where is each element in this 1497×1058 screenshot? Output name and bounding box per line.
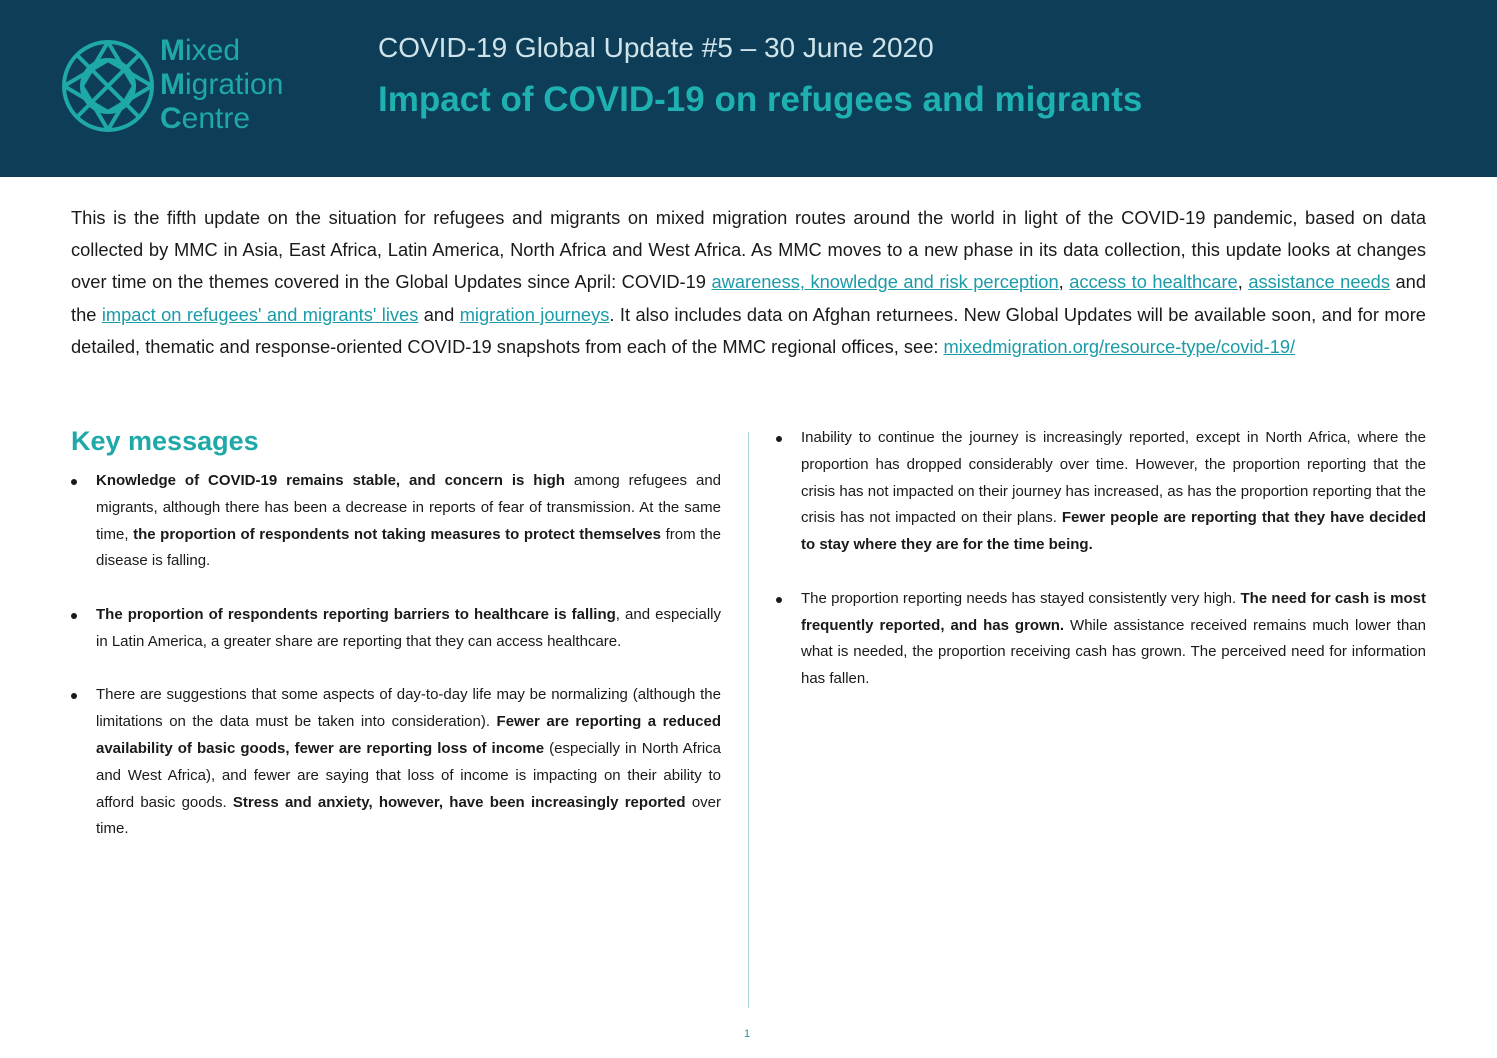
- logo-line-1: Mixed: [160, 34, 241, 67]
- globe-network-logo-icon: [58, 36, 158, 136]
- key-messages-left-column: [71, 468, 721, 870]
- link-migration-journeys[interactable]: migration journeys: [459, 303, 610, 325]
- logo-line-2: Migration: [160, 68, 284, 101]
- key-messages-heading: Key messages: [71, 426, 259, 456]
- bullet-icon: [71, 693, 77, 699]
- column-divider: [748, 432, 749, 1008]
- page-header: [0, 0, 1497, 177]
- page-number: 1: [744, 1028, 751, 1040]
- link-resource-covid[interactable]: mixedmigration.org/resource-type/covid-19/: [943, 335, 1296, 357]
- bullet-icon: [776, 597, 782, 603]
- list-item: There are suggestions that some aspects of day-to-day life may be normalizing (although the limitations on the data must be taken into consideration). Fewer are reporting a reduced availability of basic goods, fewer are reporting loss of income (especially in North Africa and West Africa), and fewer are saying that loss of income is impacting on their ability to afford basic goods. Stress and anxiety, however, have been increasingly reported over time.: [71, 682, 721, 843]
- bullet-icon: [71, 479, 77, 485]
- link-impact-lives[interactable]: impact on refugees' and migrants' lives: [101, 303, 419, 325]
- intro-paragraph: This is the fifth update on the situation for refugees and migrants on mixed migration routes around the world in light of the COVID-19 pandemic, based on data collected by MMC in Asia, East Africa, Latin America, North Africa and West Africa. As MMC moves to a new phase in its data collection, this update looks at changes over time on the themes covered in the Global Updates since April: COVID-19 awareness, knowledge and risk perception, access to healthcare, assistance needs and the impact on refugees' and migrants' lives and migration journeys. It also includes data on Afghan returnees. New Global Updates will be available soon, and for more detailed, thematic and response-oriented COVID-19 snapshots from each of the MMC regional offices, see: mixedmigration.org/resource-type/covid-19/: [71, 207, 1426, 357]
- logo-wordmark: [160, 34, 283, 136]
- bullet-icon: [71, 613, 77, 619]
- link-assistance-needs[interactable]: assistance needs: [1248, 271, 1390, 293]
- link-awareness[interactable]: awareness, knowledge and risk perception: [711, 271, 1059, 293]
- list-item: Knowledge of COVID-19 remains stable, and concern is high among refugees and migrants, although there has been a decrease in reports of fear of transmission. At the same time, the proportion of respondents not taking measures to protect themselves from the disease is falling.: [71, 468, 721, 575]
- list-item: Inability to continue the journey is increasingly reported, except in North Africa, where the proportion has dropped considerably over time. However, the proportion reporting that the crisis has not impacted on their journey has increased, as has the proportion reporting that the crisis has not impacted on their plans. Fewer people are reporting that they have decided to stay where they are for the time being.: [776, 425, 1426, 559]
- page-title: Impact of COVID-19 on refugees and migrants: [378, 80, 1143, 119]
- logo-line-3: Centre: [160, 102, 251, 135]
- link-access-healthcare[interactable]: access to healthcare: [1069, 271, 1238, 293]
- update-kicker: COVID-19 Global Update #5 – 30 June 2020: [378, 32, 934, 63]
- list-item: The proportion of respondents reporting barriers to healthcare is falling, and especially in Latin America, a greater share are reporting that they can access healthcare.: [71, 602, 721, 656]
- bullet-icon: [776, 436, 782, 442]
- list-item: The proportion reporting needs has stayed consistently very high. The need for cash is most frequently reported, and has grown. While assistance received remains much lower than what is needed, the proportion receiving cash has grown. The perceived need for information has fallen.: [776, 586, 1426, 693]
- key-messages-right-column: [776, 425, 1426, 720]
